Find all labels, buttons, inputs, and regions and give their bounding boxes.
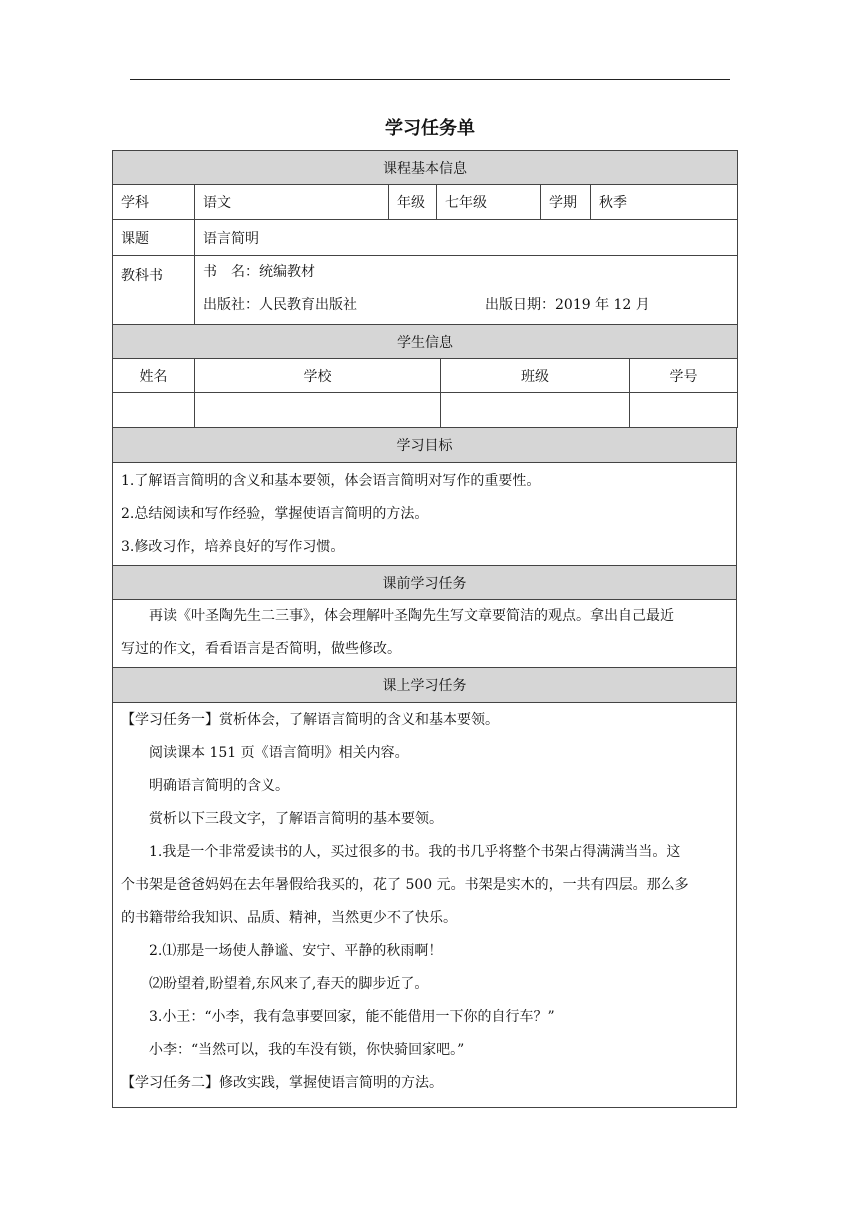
textbook-name: 书 名：统编教材 — [203, 264, 315, 280]
class-line: 明确语言简明的含义。 — [149, 778, 289, 794]
class-line: 个书架是爸爸妈妈在去年暑假给我买的，花了 500 元。书架是实木的，一共有四层。那么多 — [121, 877, 689, 893]
textbook-info — [195, 256, 738, 325]
textbook-pub-date: 出版日期：2019 年 12 月 — [485, 297, 650, 313]
textbook-label: 教科书 — [113, 256, 195, 325]
class-line: 2.⑴那是一场使人静谧、安宁、平静的秋雨啊！ — [149, 943, 443, 959]
pre-class-line: 再读《叶圣陶先生二三事》，体会理解叶圣陶先生写文章要简洁的观点。拿出自己最近 — [149, 608, 674, 624]
section-header-in-class: 课上学习任务 — [113, 668, 737, 703]
term-label: 学期 — [541, 185, 591, 220]
student-header-name: 姓名 — [113, 359, 195, 393]
section-header-course-info: 课程基本信息 — [113, 151, 738, 185]
class-line: 3.小王：“小李，我有急事要回家，能不能借用一下你的自行车？” — [149, 1009, 555, 1025]
class-line: 小李：“当然可以，我的车没有锁，你快骑回家吧。” — [149, 1042, 465, 1058]
class-line: 1.我是一个非常爱读书的人，买过很多的书。我的书几乎将整个书架占得满满当当。这 — [149, 844, 681, 860]
topic-label: 课题 — [113, 220, 195, 256]
grade-label: 年级 — [389, 185, 437, 220]
section-header-student-info: 学生信息 — [113, 325, 738, 359]
subject-value: 语文 — [195, 185, 389, 220]
goal-item: 2.总结阅读和写作经验，掌握使语言简明的方法。 — [121, 506, 429, 522]
student-header-school: 学校 — [195, 359, 441, 393]
in-class-content — [112, 703, 737, 1108]
pre-class-content — [112, 600, 737, 668]
pre-class-line: 写过的作文，看看语言是否简明，做些修改。 — [121, 641, 401, 657]
goals-list — [112, 463, 737, 566]
class-line: ⑵盼望着,盼望着,东风来了,春天的脚步近了。 — [149, 976, 429, 992]
goal-item: 3.修改习作，培养良好的写作习惯。 — [121, 539, 345, 555]
student-name-cell[interactable] — [113, 393, 195, 428]
grade-value: 七年级 — [437, 185, 541, 220]
student-school-cell[interactable] — [195, 393, 441, 428]
task-one-heading: 【学习任务一】赏析体会，了解语言简明的含义和基本要领。 — [121, 712, 499, 728]
in-class-task-block — [112, 667, 737, 1108]
document-title: 学习任务单 — [385, 118, 475, 139]
class-line: 的书籍带给我知识、品质、精神，当然更少不了快乐。 — [121, 910, 457, 926]
task-two-heading: 【学习任务二】修改实践，掌握使语言简明的方法。 — [121, 1075, 443, 1091]
goal-item: 1.了解语言简明的含义和基本要领，体会语言简明对写作的重要性。 — [121, 473, 541, 489]
section-header-pre-class: 课前学习任务 — [113, 566, 737, 600]
subject-label: 学科 — [113, 185, 195, 220]
student-header-class: 班级 — [441, 359, 630, 393]
class-line: 赏析以下三段文字，了解语言简明的基本要领。 — [149, 811, 443, 827]
section-header-learning-goals: 学习目标 — [113, 428, 737, 463]
topic-value: 语言简明 — [195, 220, 738, 256]
student-class-cell[interactable] — [441, 393, 630, 428]
pre-class-task-block — [112, 565, 737, 668]
header-rule — [130, 79, 730, 80]
student-header-id: 学号 — [630, 359, 738, 393]
course-info-table — [112, 150, 737, 325]
textbook-publisher: 出版社：人民教育出版社 — [203, 297, 357, 313]
student-id-cell[interactable] — [630, 393, 738, 428]
class-line: 阅读课本 151 页《语言简明》相关内容。 — [149, 745, 409, 761]
learning-goals-block — [112, 427, 737, 566]
textbook-publish-line — [203, 289, 729, 322]
term-value: 秋季 — [591, 185, 738, 220]
student-info-table — [112, 324, 737, 428]
